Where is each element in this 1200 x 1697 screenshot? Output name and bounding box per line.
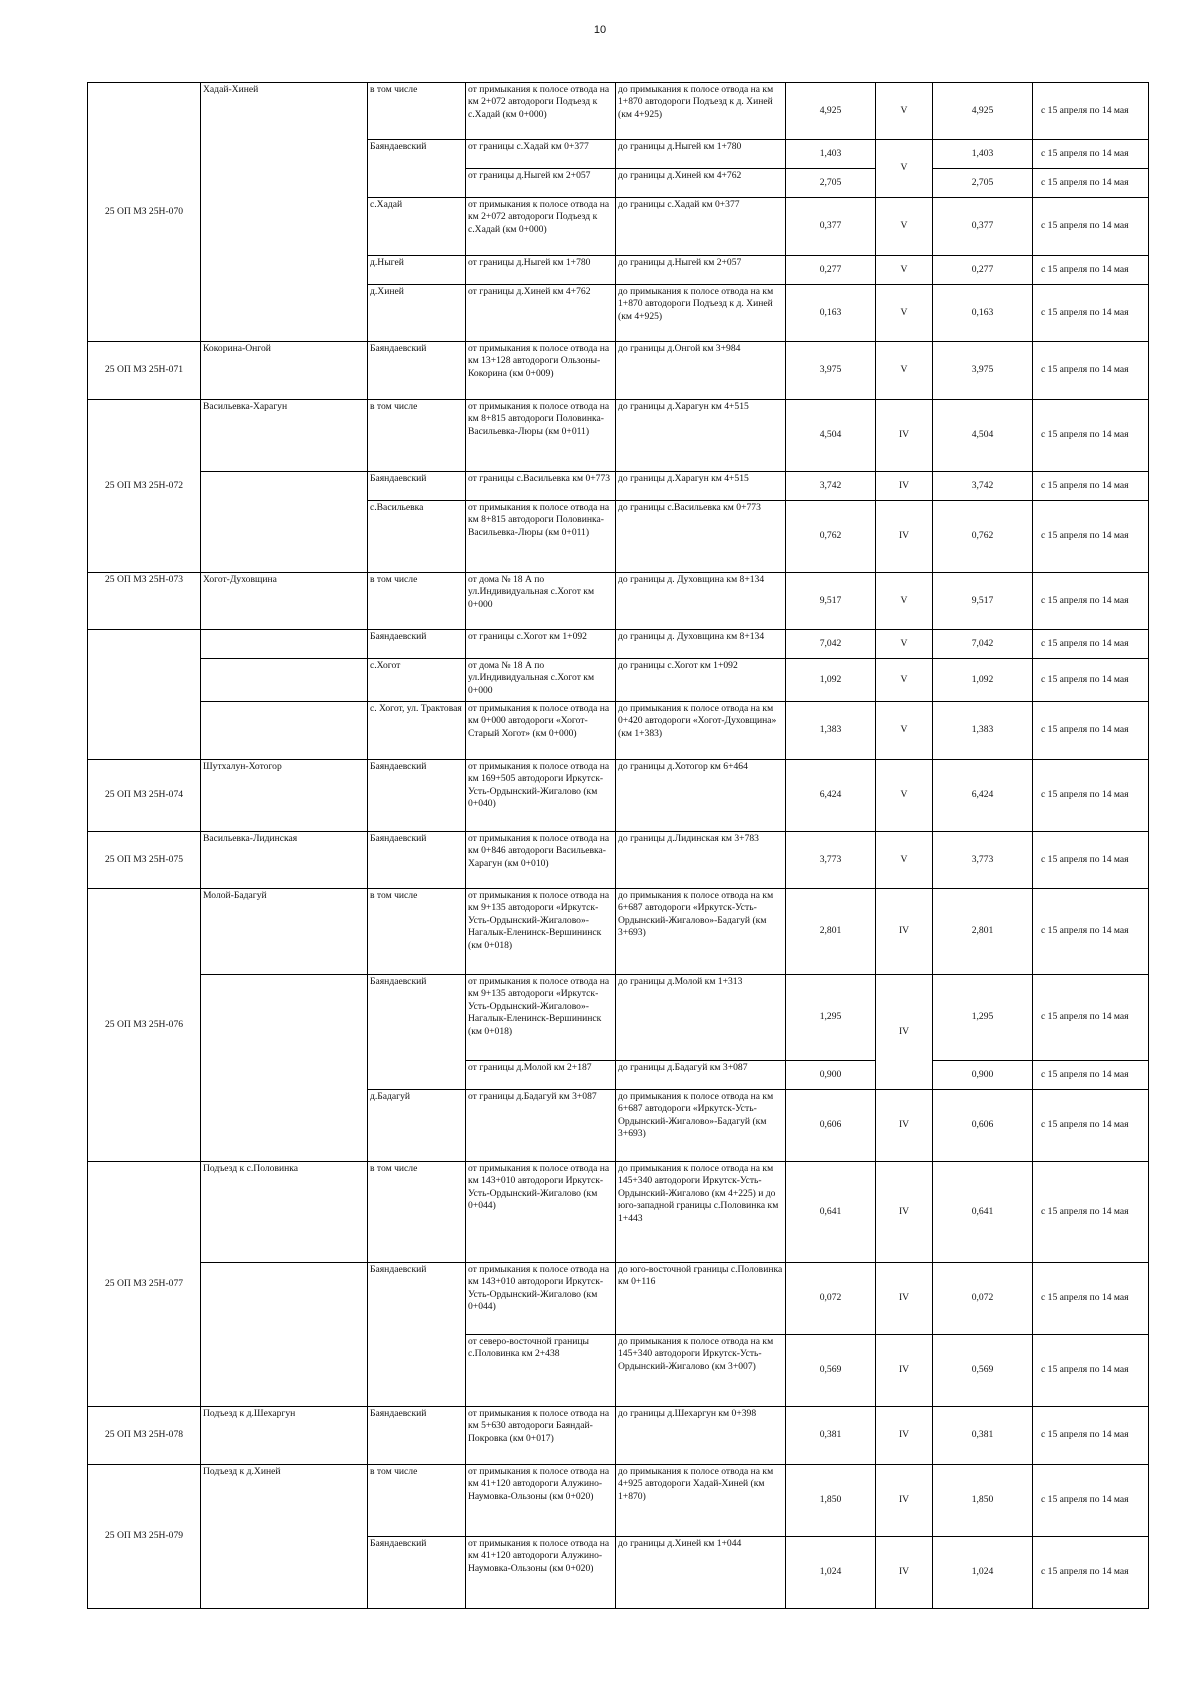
segment-length: 0,762 xyxy=(786,501,876,573)
segment-category: V xyxy=(876,832,933,889)
segment-length2: 3,742 xyxy=(933,472,1033,501)
segment-area: в том числе xyxy=(368,889,466,975)
segment-to: до границы д.Молой км 1+313 xyxy=(616,975,786,1061)
road-name: Молой-Бадагуй xyxy=(201,889,368,975)
segment-from: от примыкания к полосе отвода на км 9+135 автодороги «Иркутск-Усть-Ордынский-Жигалово»-Нагалык-Еленинск-Вершининск (км 0+018) xyxy=(466,975,616,1061)
segment-to: до границы с.Васильевка км 0+773 xyxy=(616,501,786,573)
segment-period: с 15 апреля по 14 мая xyxy=(1033,1162,1149,1263)
segment-period: с 15 апреля по 14 мая xyxy=(1033,198,1149,256)
segment-category: V xyxy=(876,140,933,198)
roads-table xyxy=(87,82,1149,1609)
road-name: Васильевка-Лидинская xyxy=(201,832,368,889)
segment-period: с 15 апреля по 14 мая xyxy=(1033,1335,1149,1407)
segment-area: в том числе xyxy=(368,1162,466,1263)
segment-category: V xyxy=(876,285,933,342)
segment-period: с 15 апреля по 14 мая xyxy=(1033,140,1149,169)
road-name-continued xyxy=(201,659,368,702)
segment-to: до границы д.Ныгей км 2+057 xyxy=(616,256,786,285)
segment-category: V xyxy=(876,573,933,630)
segment-length: 0,381 xyxy=(786,1407,876,1465)
segment-area: в том числе xyxy=(368,83,466,140)
road-name: Хогот-Духовщина xyxy=(201,573,368,630)
segment-period: с 15 апреля по 14 мая xyxy=(1033,630,1149,659)
segment-to: до границы д. Духовщина км 8+134 xyxy=(616,573,786,630)
segment-period: с 15 апреля по 14 мая xyxy=(1033,1537,1149,1609)
segment-period: с 15 апреля по 14 мая xyxy=(1033,1090,1149,1162)
table-row xyxy=(88,342,1149,400)
segment-length: 7,042 xyxy=(786,630,876,659)
road-name: Шутхалун-Хотогор xyxy=(201,760,368,832)
table-row xyxy=(88,83,1149,140)
segment-to: до примыкания к полосе отвода на км 6+687 автодороги «Иркутск-Усть-Ордынский-Жигалово»-Бадагуй (км 3+693) xyxy=(616,1090,786,1162)
segment-from: от границы д.Ныгей км 2+057 xyxy=(466,169,616,198)
segment-length: 1,092 xyxy=(786,659,876,702)
segment-length2: 6,424 xyxy=(933,760,1033,832)
segment-from: от примыкания к полосе отвода на км 143+010 автодороги Иркутск-Усть-Ордынский-Жигалово (км 0+044) xyxy=(466,1263,616,1335)
segment-period: с 15 апреля по 14 мая xyxy=(1033,889,1149,975)
segment-area: с.Васильевка xyxy=(368,501,466,573)
table-row xyxy=(88,1465,1149,1537)
segment-period: с 15 апреля по 14 мая xyxy=(1033,472,1149,501)
segment-to: до границы д.Шехаргун км 0+398 xyxy=(616,1407,786,1465)
segment-to: до примыкания к полосе отвода на км 4+925 автодороги Хадай-Хиней (км 1+870) xyxy=(616,1465,786,1537)
segment-category: V xyxy=(876,659,933,702)
segment-category: IV xyxy=(876,501,933,573)
segment-to: до границы д.Бадагуй км 3+087 xyxy=(616,1061,786,1090)
segment-length: 0,606 xyxy=(786,1090,876,1162)
segment-length: 6,424 xyxy=(786,760,876,832)
table-row xyxy=(88,659,1149,702)
segment-category: IV xyxy=(876,1537,933,1609)
segment-area: Баяндаевский xyxy=(368,975,466,1090)
segment-length: 4,925 xyxy=(786,83,876,140)
segment-length2: 1,092 xyxy=(933,659,1033,702)
segment-length: 1,024 xyxy=(786,1537,876,1609)
segment-to: до примыкания к полосе отвода на км 1+870 автодороги Подъезд к д. Хиней (км 4+925) xyxy=(616,285,786,342)
segment-category: V xyxy=(876,702,933,760)
table-row xyxy=(88,760,1149,832)
segment-category: IV xyxy=(876,1407,933,1465)
segment-length2: 1,295 xyxy=(933,975,1033,1061)
segment-category: IV xyxy=(876,400,933,472)
segment-from: от примыкания к полосе отвода на км 8+815 автодороги Половинка-Васильевка-Люры (км 0+011) xyxy=(466,501,616,573)
segment-to: до границы д.Лидинская км 3+783 xyxy=(616,832,786,889)
road-name: Хадай-Хиней xyxy=(201,83,368,342)
segment-area: Баяндаевский xyxy=(368,760,466,832)
segment-period: с 15 апреля по 14 мая xyxy=(1033,400,1149,472)
segment-length: 0,377 xyxy=(786,198,876,256)
segment-area: в том числе xyxy=(368,1465,466,1537)
segment-period: с 15 апреля по 14 мая xyxy=(1033,501,1149,573)
segment-length: 1,295 xyxy=(786,975,876,1061)
segment-area: с.Хогот xyxy=(368,659,466,702)
segment-category: IV xyxy=(876,472,933,501)
segment-length: 2,705 xyxy=(786,169,876,198)
segment-to: до примыкания к полосе отвода на км 0+420 автодороги «Хогот-Духовщина» (км 1+383) xyxy=(616,702,786,760)
road-name-continued xyxy=(201,472,368,573)
segment-length2: 1,383 xyxy=(933,702,1033,760)
segment-period: с 15 апреля по 14 мая xyxy=(1033,975,1149,1061)
segment-from: от примыкания к полосе отвода на км 169+505 автодороги Иркутск-Усть-Ордынский-Жигалово (км 0+040) xyxy=(466,760,616,832)
segment-from: от примыкания к полосе отвода на км 41+120 автодороги Алужино-Наумовка-Ользоны (км 0+020) xyxy=(466,1465,616,1537)
segment-length: 1,850 xyxy=(786,1465,876,1537)
table-row xyxy=(88,573,1149,630)
segment-to: до границы с.Хадай км 0+377 xyxy=(616,198,786,256)
segment-length2: 4,504 xyxy=(933,400,1033,472)
segment-from: от примыкания к полосе отвода на км 41+120 автодороги Алужино-Наумовка-Ользоны (км 0+020) xyxy=(466,1537,616,1609)
road-code: 25 ОП МЗ 25Н-073 xyxy=(88,573,201,630)
road-code: 25 ОП МЗ 25Н-074 xyxy=(88,760,201,832)
segment-to: до границы д.Хиней км 1+044 xyxy=(616,1537,786,1609)
segment-to: до примыкания к полосе отвода на км 145+340 автодороги Иркутск-Усть-Ордынский-Жигалово (км 3+007) xyxy=(616,1335,786,1407)
segment-length: 2,801 xyxy=(786,889,876,975)
road-name-continued xyxy=(201,975,368,1162)
segment-to: до примыкания к полосе отвода на км 1+870 автодороги Подъезд к д. Хиней (км 4+925) xyxy=(616,83,786,140)
segment-length2: 0,163 xyxy=(933,285,1033,342)
segment-area: в том числе xyxy=(368,573,466,630)
road-name: Подъезд к д.Хиней xyxy=(201,1465,368,1609)
segment-from: от северо-восточной границы с.Половинка км 2+438 xyxy=(466,1335,616,1407)
segment-category: V xyxy=(876,760,933,832)
segment-period: с 15 апреля по 14 мая xyxy=(1033,285,1149,342)
segment-length: 0,900 xyxy=(786,1061,876,1090)
segment-from: от примыкания к полосе отвода на км 2+072 автодороги Подъезд к с.Хадай (км 0+000) xyxy=(466,83,616,140)
segment-from: от примыкания к полосе отвода на км 0+000 автодороги «Хогот-Старый Хогот» (км 0+000) xyxy=(466,702,616,760)
segment-area: с. Хогот, ул. Трактовая xyxy=(368,702,466,760)
segment-to: до границы д.Онгой км 3+984 xyxy=(616,342,786,400)
segment-length: 3,975 xyxy=(786,342,876,400)
segment-period: с 15 апреля по 14 мая xyxy=(1033,573,1149,630)
segment-area: д.Ныгей xyxy=(368,256,466,285)
segment-to: до примыкания к полосе отвода на км 6+687 автодороги «Иркутск-Усть-Ордынский-Жигалово»-Бадагуй (км 3+693) xyxy=(616,889,786,975)
segment-category: IV xyxy=(876,1090,933,1162)
road-code: 25 ОП МЗ 25Н-075 xyxy=(88,832,201,889)
road-code: 25 ОП МЗ 25Н-072 xyxy=(88,400,201,573)
segment-from: от границы д.Молой км 2+187 xyxy=(466,1061,616,1090)
segment-length2: 1,403 xyxy=(933,140,1033,169)
segment-area: Баяндаевский xyxy=(368,1537,466,1609)
segment-length2: 0,641 xyxy=(933,1162,1033,1263)
segment-period: с 15 апреля по 14 мая xyxy=(1033,256,1149,285)
road-name: Васильевка-Харагун xyxy=(201,400,368,472)
segment-area: Баяндаевский xyxy=(368,832,466,889)
segment-length2: 0,381 xyxy=(933,1407,1033,1465)
table-row xyxy=(88,400,1149,472)
segment-length2: 0,900 xyxy=(933,1061,1033,1090)
table-row xyxy=(88,702,1149,760)
segment-to: до границы д. Духовщина км 8+134 xyxy=(616,630,786,659)
segment-length2: 0,072 xyxy=(933,1263,1033,1335)
segment-category: IV xyxy=(876,1465,933,1537)
segment-from: от границы д.Хиней км 4+762 xyxy=(466,285,616,342)
segment-length2: 1,024 xyxy=(933,1537,1033,1609)
road-name: Подъезд к д.Шехаргун xyxy=(201,1407,368,1465)
segment-length: 1,383 xyxy=(786,702,876,760)
segment-area: с.Хадай xyxy=(368,198,466,256)
segment-to: до юго-восточной границы с.Половинка км 0+116 xyxy=(616,1263,786,1335)
segment-category: IV xyxy=(876,1263,933,1335)
segment-to: до границы д.Харагун км 4+515 xyxy=(616,472,786,501)
table-row xyxy=(88,1162,1149,1263)
segment-length2: 0,569 xyxy=(933,1335,1033,1407)
segment-length: 3,742 xyxy=(786,472,876,501)
segment-from: от границы д.Бадагуй км 3+087 xyxy=(466,1090,616,1162)
page-number: 10 xyxy=(593,24,607,36)
road-code: 25 ОП МЗ 25Н-070 xyxy=(88,83,201,342)
table-row xyxy=(88,889,1149,975)
segment-from: от границы д.Ныгей км 1+780 xyxy=(466,256,616,285)
segment-from: от примыкания к полосе отвода на км 13+128 автодороги Ользоны-Кокорина (км 0+009) xyxy=(466,342,616,400)
segment-to: до границы с.Хогот км 1+092 xyxy=(616,659,786,702)
road-name-continued xyxy=(201,630,368,659)
segment-period: с 15 апреля по 14 мая xyxy=(1033,702,1149,760)
road-name: Подъезд к с.Половинка xyxy=(201,1162,368,1263)
road-code-continued xyxy=(88,630,201,760)
segment-period: с 15 апреля по 14 мая xyxy=(1033,1407,1149,1465)
segment-area: в том числе xyxy=(368,400,466,472)
segment-period: с 15 апреля по 14 мая xyxy=(1033,659,1149,702)
segment-period: с 15 апреля по 14 мая xyxy=(1033,1263,1149,1335)
segment-length: 4,504 xyxy=(786,400,876,472)
road-code: 25 ОП МЗ 25Н-079 xyxy=(88,1465,201,1609)
segment-length: 0,163 xyxy=(786,285,876,342)
segment-length2: 0,762 xyxy=(933,501,1033,573)
segment-category: IV xyxy=(876,1335,933,1407)
segment-length: 3,773 xyxy=(786,832,876,889)
segment-length2: 0,377 xyxy=(933,198,1033,256)
road-name-continued xyxy=(201,1263,368,1407)
segment-category: IV xyxy=(876,1162,933,1263)
segment-period: с 15 апреля по 14 мая xyxy=(1033,169,1149,198)
segment-period: с 15 апреля по 14 мая xyxy=(1033,760,1149,832)
table-row xyxy=(88,975,1149,1061)
segment-period: с 15 апреля по 14 мая xyxy=(1033,342,1149,400)
segment-category: IV xyxy=(876,975,933,1090)
segment-length2: 3,975 xyxy=(933,342,1033,400)
segment-to: до границы д.Харагун км 4+515 xyxy=(616,400,786,472)
segment-length2: 3,773 xyxy=(933,832,1033,889)
road-code: 25 ОП МЗ 25Н-076 xyxy=(88,889,201,1162)
segment-length: 1,403 xyxy=(786,140,876,169)
segment-category: V xyxy=(876,342,933,400)
segment-from: от границы с.Хадай км 0+377 xyxy=(466,140,616,169)
segment-area: Баяндаевский xyxy=(368,472,466,501)
segment-category: IV xyxy=(876,889,933,975)
table-row xyxy=(88,630,1149,659)
table-row xyxy=(88,1407,1149,1465)
segment-length2: 2,801 xyxy=(933,889,1033,975)
segment-from: от дома № 18 А по ул.Индивидуальная с.Хогот км 0+000 xyxy=(466,659,616,702)
segment-length: 0,072 xyxy=(786,1263,876,1335)
segment-category: V xyxy=(876,630,933,659)
road-name: Кокорина-Онгой xyxy=(201,342,368,400)
segment-length2: 0,606 xyxy=(933,1090,1033,1162)
segment-length2: 0,277 xyxy=(933,256,1033,285)
segment-length2: 4,925 xyxy=(933,83,1033,140)
segment-area: д.Хиней xyxy=(368,285,466,342)
road-code: 25 ОП МЗ 25Н-071 xyxy=(88,342,201,400)
table-row xyxy=(88,832,1149,889)
segment-from: от примыкания к полосе отвода на км 8+815 автодороги Половинка-Васильевка-Люры (км 0+011) xyxy=(466,400,616,472)
segment-area: д.Бадагуй xyxy=(368,1090,466,1162)
segment-period: с 15 апреля по 14 мая xyxy=(1033,1061,1149,1090)
segment-length2: 7,042 xyxy=(933,630,1033,659)
segment-period: с 15 апреля по 14 мая xyxy=(1033,832,1149,889)
segment-from: от примыкания к полосе отвода на км 5+630 автодороги Баяндай-Покровка (км 0+017) xyxy=(466,1407,616,1465)
segment-length: 0,641 xyxy=(786,1162,876,1263)
segment-from: от примыкания к полосе отвода на км 9+135 автодороги «Иркутск-Усть-Ордынский-Жигалово»-Нагалык-Еленинск-Вершининск (км 0+018) xyxy=(466,889,616,975)
segment-from: от примыкания к полосе отвода на км 2+072 автодороги Подъезд к с.Хадай (км 0+000) xyxy=(466,198,616,256)
segment-to: до границы д.Хотогор км 6+464 xyxy=(616,760,786,832)
segment-to: до границы д.Ныгей км 1+780 xyxy=(616,140,786,169)
segment-area: Баяндаевский xyxy=(368,630,466,659)
segment-from: от границы с.Хогот км 1+092 xyxy=(466,630,616,659)
road-code: 25 ОП МЗ 25Н-078 xyxy=(88,1407,201,1465)
segment-from: от дома № 18 А по ул.Индивидуальная с.Хогот км 0+000 xyxy=(466,573,616,630)
segment-category: V xyxy=(876,198,933,256)
segment-area: Баяндаевский xyxy=(368,1407,466,1465)
segment-length2: 9,517 xyxy=(933,573,1033,630)
segment-area: Баяндаевский xyxy=(368,140,466,198)
segment-category: V xyxy=(876,83,933,140)
road-name-continued xyxy=(201,702,368,760)
segment-to: до границы д.Хиней км 4+762 xyxy=(616,169,786,198)
segment-length: 0,569 xyxy=(786,1335,876,1407)
segment-period: с 15 апреля по 14 мая xyxy=(1033,83,1149,140)
segment-area: Баяндаевский xyxy=(368,1263,466,1407)
segment-area: Баяндаевский xyxy=(368,342,466,400)
segment-category: V xyxy=(876,256,933,285)
segment-from: от примыкания к полосе отвода на км 0+846 автодороги Васильевка-Харагун (км 0+010) xyxy=(466,832,616,889)
segment-to: до примыкания к полосе отвода на км 145+340 автодороги Иркутск-Усть-Ордынский-Жигалово (км 4+225) и до юго-западной границы с.Половинка км 1+443 xyxy=(616,1162,786,1263)
segment-period: с 15 апреля по 14 мая xyxy=(1033,1465,1149,1537)
segment-length: 9,517 xyxy=(786,573,876,630)
segment-from: от границы с.Васильевка км 0+773 xyxy=(466,472,616,501)
segment-length: 0,277 xyxy=(786,256,876,285)
segment-length2: 1,850 xyxy=(933,1465,1033,1537)
road-code: 25 ОП МЗ 25Н-077 xyxy=(88,1162,201,1407)
segment-from: от примыкания к полосе отвода на км 143+010 автодороги Иркутск-Усть-Ордынский-Жигалово (км 0+044) xyxy=(466,1162,616,1263)
table-row xyxy=(88,1263,1149,1335)
table-row xyxy=(88,472,1149,501)
segment-length2: 2,705 xyxy=(933,169,1033,198)
